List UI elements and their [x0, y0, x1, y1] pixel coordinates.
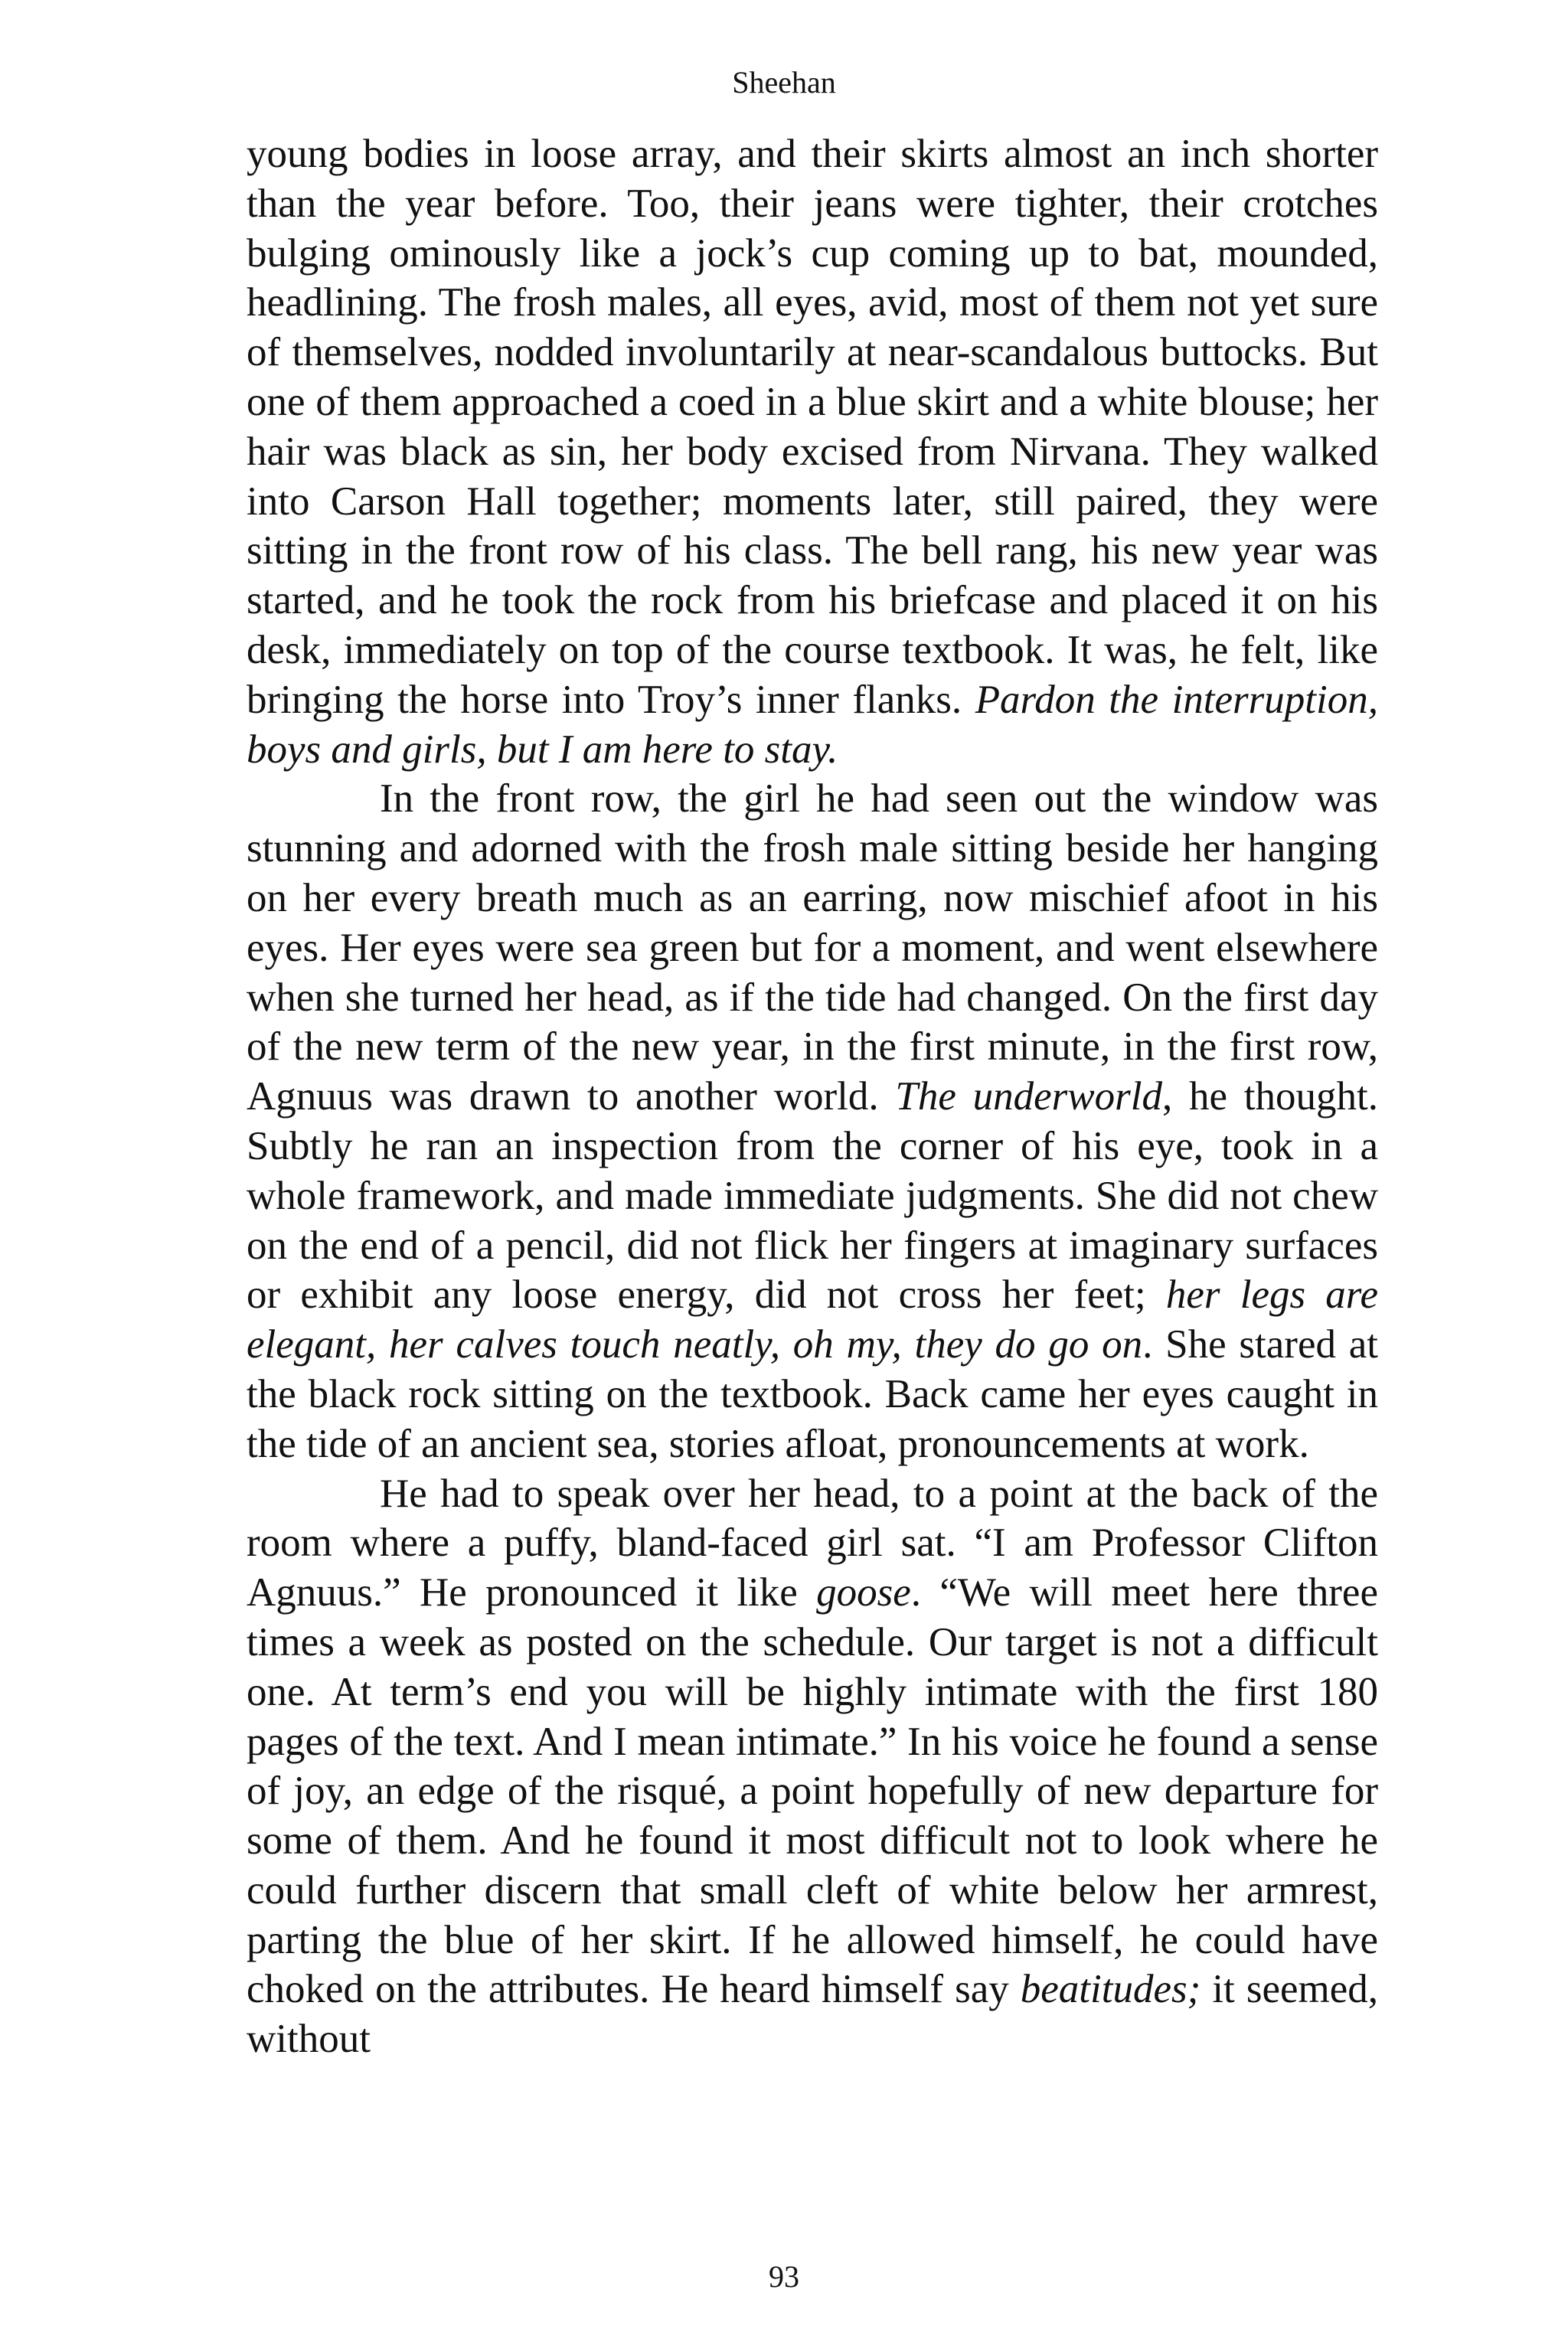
text-segment: it seemed, without [247, 1967, 1379, 2062]
paragraph-1 [247, 129, 1378, 774]
italic-segment: The underworld [895, 1074, 1162, 1119]
text-segment: . She stared at the black rock sitting on the textbook. Back came her eyes caught in the tide of an ancient sea, stories afloat, pronouncements at work. [247, 1322, 1378, 1466]
paragraph-3 [247, 1469, 1378, 2065]
text-segment: , he thought. Subtly he ran an inspection from the corner of his eye, took in a whole framework, and made immediate judgments. She did not chew on the end of a pencil, did not flick her fingers at imaginary surfaces or exhibit any loose energy, did not cross her feet; [247, 1074, 1378, 1318]
running-head: Sheehan [732, 65, 836, 100]
italic-segment: beatitudes; [1020, 1967, 1201, 2012]
italic-segment: goose [816, 1570, 911, 1615]
paragraph-2 [247, 774, 1378, 1468]
text-segment: young bodies in loose array, and their skirts almost an inch shorter than the year before. Too, their jeans were tighter, their crotches bulging ominously like a jock’s cup coming up to bat, mounded, headlining. The frosh males, all eyes, avid, most of them not yet sure of themselves, nodded involuntarily at near-scandalous buttocks. But one of them approached a coed in a blue skirt and a white blouse; her hair was black as sin, her body excised from Nirvana. They walked into Carson Hall together; moments later, still paired, they were sitting in the front row of his class. The bell rang, his new year was started, and he took the rock from his briefcase and placed it on his desk, immediately on top of the course textbook. It was, he felt, like bringing the horse into Troy’s inner flanks. [247, 132, 1378, 722]
body-text [247, 129, 1378, 2064]
italic-segment: Pardon the interruption, boys and girls, but I am here to stay. [247, 677, 1378, 772]
text-segment: In the front row, the girl he had seen out the window was stunning and adorned with the frosh male sitting beside her hanging on her every breath much as an earring, now mischief afoot in his eyes. Her eyes were sea green but for a moment, and went elsewhere when she turned her head, as if the tide had changed. On the first day of the new term of the new year, in the first minute, in the first row, Agnuus was drawn to another world. [247, 776, 1378, 1119]
text-segment: . “We will meet here three times a week as posted on the schedule. Our target is not a difficult one. At term’s end you will be highly intimate with the first 180 pages of the text. And I mean intimate.” In his voice he found a sense of joy, an edge of the risqué, a point hopefully of new departure for some of them. And he found it most difficult not to look where he could further discern that small cleft of white below her armrest, parting the blue of her skirt. If he allowed himself, he could have choked on the attributes. He heard himself say [247, 1570, 1378, 2012]
text-segment: He had to speak over her head, to a point at the back of the room where a puffy, bland-faced girl sat. “I am Professor Clifton Agnuus.” He pronounced it like [247, 1471, 1378, 1615]
italic-segment: her legs are elegant, her calves touch neatly, oh my, they do go on [247, 1272, 1378, 1367]
page-number: 93 [769, 2259, 799, 2294]
